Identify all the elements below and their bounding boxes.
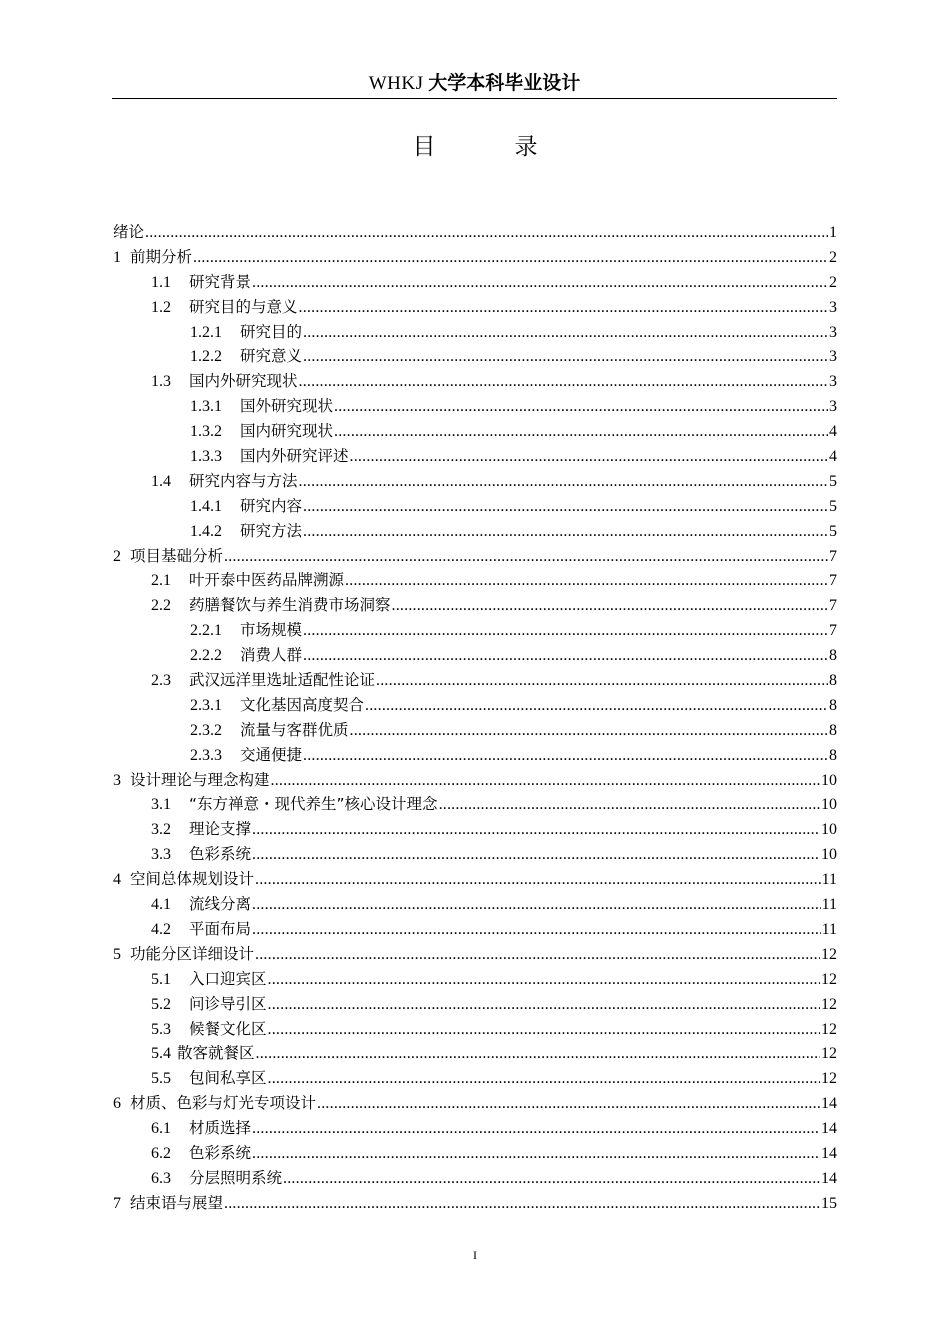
- dot-leader: [392, 594, 828, 619]
- toc-entry-page: 3: [829, 398, 837, 416]
- toc-entry[interactable]: [113, 1091, 837, 1116]
- toc-entry-number: 1.3.3: [190, 448, 222, 466]
- dot-leader: [193, 246, 828, 271]
- toc-entry-number: 2.3.3: [190, 746, 222, 764]
- toc-entry-page: 5: [829, 497, 837, 515]
- dot-leader: [271, 769, 820, 794]
- toc-entry-page: 12: [821, 945, 837, 963]
- toc-entry-title: 流量与客群优质: [240, 720, 349, 739]
- dot-leader: [252, 1117, 820, 1142]
- toc-entry-number: 1.3.1: [190, 398, 222, 416]
- dot-leader: [252, 271, 828, 296]
- dot-leader: [334, 420, 828, 445]
- toc-entry[interactable]: [113, 1017, 837, 1042]
- toc-entry-title: 问诊导引区: [189, 994, 267, 1013]
- toc-entry-page: 2: [829, 273, 837, 291]
- toc-entry[interactable]: [113, 1041, 837, 1066]
- toc-entry[interactable]: [113, 220, 837, 245]
- dot-leader: [252, 1142, 820, 1167]
- toc-entry[interactable]: [113, 892, 837, 917]
- toc-entry-title: “东方禅意・现代养生”核心设计理念: [189, 795, 438, 814]
- toc-entry-page: 12: [821, 1070, 837, 1088]
- toc-entry-number: 1: [113, 248, 121, 266]
- toc-entry[interactable]: [113, 469, 837, 494]
- toc-entry[interactable]: [113, 1191, 837, 1216]
- toc-entry-title: 文化基因高度契合: [240, 695, 365, 714]
- toc-entry-title: 材质选择: [189, 1119, 252, 1138]
- toc-entry-page: 4: [829, 448, 837, 466]
- toc-entry-page: 3: [829, 323, 837, 341]
- toc-entry[interactable]: [113, 419, 837, 444]
- toc-entry[interactable]: [113, 369, 837, 394]
- toc-entry-number: 5.4: [151, 1045, 171, 1063]
- toc-entry-title: 研究背景: [189, 272, 252, 291]
- dot-leader: [268, 968, 820, 993]
- toc-entry-page: 12: [821, 970, 837, 988]
- toc-entry[interactable]: [113, 544, 837, 569]
- toc-entry-number: 1.2.1: [190, 323, 222, 341]
- toc-entry-title: 分层照明系统: [189, 1168, 283, 1187]
- toc-entry-page: 12: [821, 995, 837, 1013]
- toc-entry-number: 4: [113, 871, 121, 889]
- dot-leader: [145, 221, 828, 246]
- toc-entry[interactable]: [113, 245, 837, 270]
- dot-leader: [365, 694, 828, 719]
- toc-entry-title: 结束语与展望: [130, 1193, 224, 1212]
- toc-entry-number: 2.2.1: [190, 622, 222, 640]
- toc-entry-number: 1.4.2: [190, 522, 222, 540]
- toc-entry-title: 绪论: [113, 223, 145, 241]
- header-title: 大学本科毕业设计: [428, 72, 581, 94]
- toc-entry-page: 10: [821, 771, 837, 789]
- toc-entry-number: 5: [113, 945, 121, 963]
- toc-entry-number: 4.2: [151, 920, 171, 938]
- dot-leader: [268, 1018, 820, 1043]
- dot-leader: [283, 1167, 820, 1192]
- dot-leader: [299, 470, 828, 495]
- toc-entry[interactable]: [113, 444, 837, 469]
- toc-entry-page: 3: [829, 373, 837, 391]
- toc-entry-title: 药膳餐饮与养生消费市场洞察: [189, 596, 391, 615]
- toc-entry-page: 12: [821, 1045, 837, 1063]
- dot-leader: [303, 619, 828, 644]
- header-latin: WHKJ: [368, 73, 424, 94]
- toc-entry-number: 1.1: [151, 273, 171, 291]
- toc-entry-title: 包间私享区: [189, 1069, 267, 1088]
- toc-entry-page: 12: [821, 1020, 837, 1038]
- header-rule: [112, 98, 837, 99]
- toc-entry-number: 6.1: [151, 1120, 171, 1138]
- toc-entry-page: 11: [821, 920, 837, 938]
- toc-entry-page: 5: [829, 472, 837, 490]
- toc-entry-title: 国外研究现状: [240, 397, 334, 416]
- toc-entry-title: 设计理论与理念构建: [130, 770, 270, 789]
- toc-entry-page: 8: [829, 647, 837, 665]
- toc-entry-page: 14: [821, 1095, 837, 1113]
- toc-entry[interactable]: [113, 320, 837, 345]
- dot-leader: [252, 893, 821, 918]
- toc-entry[interactable]: [113, 792, 837, 817]
- toc-entry[interactable]: [113, 992, 837, 1017]
- toc-entry-page: 11: [821, 871, 837, 889]
- page-number: I: [473, 1248, 477, 1262]
- toc-entry[interactable]: [113, 618, 837, 643]
- toc-entry-page: 7: [829, 622, 837, 640]
- dot-leader: [350, 719, 828, 744]
- toc-entry-number: 6.2: [151, 1144, 171, 1162]
- toc-entry-title: 武汉远洋里选址适配性论证: [189, 671, 376, 690]
- toc-entry-title: 研究内容: [240, 496, 303, 515]
- toc-entry-page: 5: [829, 522, 837, 540]
- toc-entry[interactable]: [113, 718, 837, 743]
- dot-leader: [268, 1067, 820, 1092]
- dot-leader: [224, 1192, 820, 1217]
- toc-title: 目 录: [412, 134, 566, 160]
- dot-leader: [252, 843, 820, 868]
- toc-entry-page: 10: [821, 846, 837, 864]
- dot-leader: [252, 818, 820, 843]
- toc-entry-number: 2.3.1: [190, 696, 222, 714]
- toc-entry-title: 消费人群: [240, 646, 303, 665]
- page-header: [112, 68, 837, 98]
- toc-entry-page: 14: [821, 1144, 837, 1162]
- toc-entry-number: 3.3: [151, 846, 171, 864]
- toc-entry-number: 1.2: [151, 298, 171, 316]
- toc-entry[interactable]: [113, 568, 837, 593]
- toc-entry-number: 2.2: [151, 597, 171, 615]
- toc-entry[interactable]: [113, 1116, 837, 1141]
- toc-entry-title: 散客就餐区: [177, 1044, 255, 1063]
- toc-entry-title: 研究内容与方法: [189, 471, 298, 490]
- dot-leader: [303, 345, 828, 370]
- toc-entry-number: 7: [113, 1194, 121, 1212]
- toc-entry-page: 7: [829, 547, 837, 565]
- toc-entry[interactable]: [113, 768, 837, 793]
- toc-entry-title: 交通便捷: [240, 745, 303, 764]
- dot-leader: [303, 644, 828, 669]
- toc-entry-number: 6.3: [151, 1169, 171, 1187]
- toc-entry-number: 5.2: [151, 995, 171, 1013]
- toc-entry[interactable]: [113, 842, 837, 867]
- toc-entry[interactable]: [113, 270, 837, 295]
- toc-entry-title: 色彩系统: [189, 1143, 252, 1162]
- toc-entry-title: 色彩系统: [189, 845, 252, 864]
- toc-entry-title: 前期分析: [130, 247, 193, 266]
- toc-entry-page: 3: [829, 298, 837, 316]
- toc-entry-number: 3.2: [151, 821, 171, 839]
- toc-entry[interactable]: [113, 344, 837, 369]
- toc-entry-title: 研究目的与意义: [189, 297, 298, 316]
- toc-entry-page: 14: [821, 1169, 837, 1187]
- toc-entry-page: 10: [821, 821, 837, 839]
- dot-leader: [255, 868, 821, 893]
- toc-entry-number: 1.3.2: [190, 423, 222, 441]
- toc-entry-number: 5.3: [151, 1020, 171, 1038]
- toc-entry-number: 2.1: [151, 572, 171, 590]
- dot-leader: [303, 321, 828, 346]
- toc-entry-number: 5.1: [151, 970, 171, 988]
- dot-leader: [439, 793, 820, 818]
- toc-entry-page: 3: [829, 348, 837, 366]
- toc-entry[interactable]: [113, 693, 837, 718]
- toc-entry-number: 5.5: [151, 1070, 171, 1088]
- toc-entry-page: 8: [829, 746, 837, 764]
- toc-entry-page: 1: [829, 224, 837, 241]
- toc-entry-page: 2: [829, 248, 837, 266]
- toc-entry[interactable]: [113, 967, 837, 992]
- dot-leader: [303, 520, 828, 545]
- toc-entry[interactable]: [113, 519, 837, 544]
- toc-entry-page: 8: [829, 672, 837, 690]
- toc-entry-page: 11: [821, 896, 837, 914]
- dot-leader: [317, 1092, 820, 1117]
- dot-leader: [345, 569, 828, 594]
- toc-entry-number: 4.1: [151, 896, 171, 914]
- toc-entry-page: 4: [829, 423, 837, 441]
- dot-leader: [299, 370, 828, 395]
- toc-entry-title: 市场规模: [240, 621, 303, 640]
- toc-entry-number: 1.4: [151, 472, 171, 490]
- dot-leader: [252, 918, 821, 943]
- toc-entry[interactable]: [113, 295, 837, 320]
- toc-entry-page: 10: [821, 796, 837, 814]
- dot-leader: [255, 943, 820, 968]
- toc-entry-page: 8: [829, 696, 837, 714]
- toc-entry-title: 研究意义: [240, 347, 303, 366]
- dot-leader: [303, 495, 828, 520]
- toc-entry-number: 2.2.2: [190, 647, 222, 665]
- toc-entry-page: 7: [829, 572, 837, 590]
- toc-entry-title: 候餐文化区: [189, 1019, 267, 1038]
- toc-entry[interactable]: [113, 593, 837, 618]
- dot-leader: [299, 296, 828, 321]
- table-of-contents: [113, 220, 837, 1216]
- toc-entry-number: 2.3.2: [190, 721, 222, 739]
- toc-entry-page: 15: [821, 1194, 837, 1212]
- toc-entry-title: 空间总体规划设计: [130, 870, 255, 889]
- toc-entry-title: 研究方法: [240, 521, 303, 540]
- toc-entry-number: 6: [113, 1095, 121, 1113]
- dot-leader: [224, 545, 828, 570]
- dot-leader: [334, 395, 828, 420]
- toc-entry-title: 叶开泰中医药品牌溯源: [189, 571, 345, 590]
- toc-entry-title: 国内外研究现状: [189, 372, 298, 391]
- toc-entry-title: 理论支撑: [189, 820, 252, 839]
- toc-entry[interactable]: [113, 394, 837, 419]
- toc-entry-title: 项目基础分析: [130, 546, 224, 565]
- dot-leader: [256, 1042, 820, 1067]
- toc-entry-title: 国内外研究评述: [240, 447, 349, 466]
- dot-leader: [376, 669, 828, 694]
- toc-entry-number: 1.4.1: [190, 497, 222, 515]
- toc-entry[interactable]: [113, 494, 837, 519]
- dot-leader: [268, 993, 820, 1018]
- toc-entry-page: 8: [829, 721, 837, 739]
- toc-entry-title: 流线分离: [189, 895, 252, 914]
- toc-entry[interactable]: [113, 668, 837, 693]
- toc-entry-number: 2.3: [151, 672, 171, 690]
- toc-entry-number: 1.3: [151, 373, 171, 391]
- dot-leader: [350, 445, 828, 470]
- toc-entry[interactable]: [113, 942, 837, 967]
- toc-entry-page: 7: [829, 597, 837, 615]
- toc-entry[interactable]: [113, 817, 837, 842]
- toc-entry[interactable]: [113, 867, 837, 892]
- toc-entry[interactable]: [113, 1166, 837, 1191]
- toc-entry-page: 14: [821, 1120, 837, 1138]
- toc-entry-number: 1.2.2: [190, 348, 222, 366]
- toc-entry-title: 国内研究现状: [240, 422, 334, 441]
- toc-entry-title: 研究目的: [240, 322, 303, 341]
- toc-entry[interactable]: [113, 917, 837, 942]
- toc-entry-number: 2: [113, 547, 121, 565]
- toc-entry-number: 3: [113, 771, 121, 789]
- toc-entry-number: 3.1: [151, 796, 171, 814]
- toc-entry[interactable]: [113, 643, 837, 668]
- toc-entry-title: 入口迎宾区: [189, 969, 267, 988]
- dot-leader: [303, 744, 828, 769]
- toc-entry[interactable]: [113, 1141, 837, 1166]
- toc-entry-title: 功能分区详细设计: [130, 944, 255, 963]
- toc-entry[interactable]: [113, 743, 837, 768]
- toc-entry[interactable]: [113, 1066, 837, 1091]
- toc-entry-title: 材质、色彩与灯光专项设计: [130, 1094, 317, 1113]
- toc-entry-title: 平面布局: [189, 919, 252, 938]
